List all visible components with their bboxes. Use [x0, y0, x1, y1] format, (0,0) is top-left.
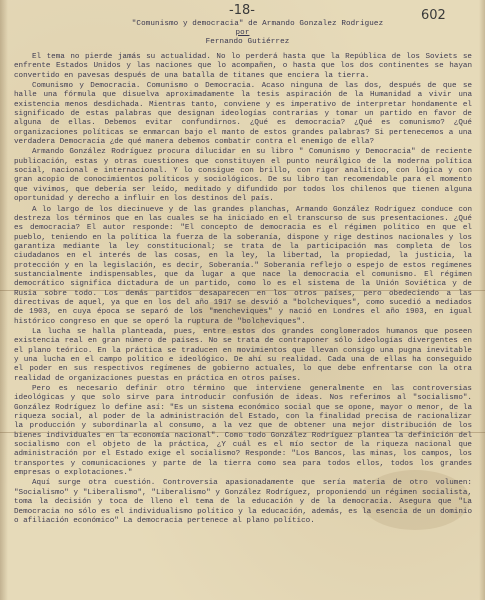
paragraph: Armando González Rodríguez procura dilucidar en su libro " Comunismo y Democracia" de reciente publicación, estas y otras cuestiones que constituyen el punto neurálgico de la moderna política social, nacional e internacional. Y lo consigue con brillo, con rigor analítico, con lógica y con gran acopio de conocimientos políticos y sociológicos. De su libro tan recomendable para el momento que vivimos, que debería ser leído, meditado y difundido por todos los chilenos que tienen alguna oportunidad y derecho a influir en los destinos del país. [14, 148, 472, 204]
byline-connector: por [235, 29, 250, 37]
article-body [14, 53, 472, 526]
handwritten-archive-number: 602 [421, 8, 446, 23]
paper-edge-shadow [0, 0, 8, 600]
paragraph: Comunismo y Democracia. Comunismo o Democracia. Acaso ninguna de las dos, después de que se halle una fórmula que disuelva aproximadamente la tesis aspiración de la Humanidad a vivir una existencia menos desdichada. Mientras tanto, conviene y es imperativo de interpretar hondamente el significado de estas palabras que designan ideologías contrarias y tomar un partido en favor de alguna de ellas. Debemos evitar confundirnos. ¿Qué es democracia? ¿Qué es comunismo? ¿Qué organizaciones políticas se enmarcan bajo el manto de estos grandes palabras? Si pertenecemos a una verdadera Democracia ¿de qué manera debemos combatir contra el enemigo de ella? [14, 82, 472, 147]
paragraph: Pero es necesario definir otro término que interviene generalmente en las controversias ideológicas y que solo sirve para introducir confusión de ideas. Nos referimos al "socialismo". González Rodríguez lo define así: "Es un sistema económico social que se opone, mayor o menor, de la riqueza social, al poder de la administración del Estado, con la finalidad precisa de racionalizar la producción y subordinarla al consumo, a la vez que de obtener una mejor distribución de los bienes individuales en la economía nacional". Como todo González Rodríguez plantea la definición del socialismo con el objeto de la práctica, ¿Y cuál es el mío sector de la riqueza nacional que administración por el Estado exige el socialismo? Responde: "Los Bancos, las minas, los campos, los transportes y comunicaciones y parte de la tierra como sea para todos ellos, todos los grandes empresas o explotaciones." [14, 385, 472, 478]
paragraph: La lucha se halla planteada, pues, entre estos dos grandes conglomerados humanos que poseen existencia real en gran número de países. No se trata de contraponer sólo ideologías divergentes en el plano teórico. En la práctica se traducen en movimientos que llevan consigo una pugna inevitable y una lucha en el campo político e ideológico. De ahí su realidad. Cada una de ellas ha conseguido el poder en sus respectivos regímenes de gobierno actuales, lo que debe enfrentarse con la otra realidad de organizaciones puestas en práctica en otros países. [14, 327, 472, 383]
handwritten-page-number: -18- [229, 3, 255, 18]
article-author: Fernando Gutiérrez [205, 38, 290, 46]
paragraph: El tema no pierde jamás su actualidad. No lo perderá hasta que la República de los Soviets se enfrente Estados Unidos y las naciones que lo acompañen, o hasta que los dos continentes se hayan convertido en pavesas después de una batalla de titanes que enciera la tierra. [14, 53, 472, 80]
paper-edge-shadow [479, 0, 485, 600]
paragraph: Aquí surge otra cuestión. Controversia apasionadamente que sería materia de otro volumen: "Socialismo" y "Liberalismo", "Liberalismo" y González Rodríguez, proponiendo un régimen socialista, toma la decisión y toca de lleno el tema de la educación y de la democracia. Asegura que "La Democracia no sólo es el individualismo político y la educación, además, es la esencia de un dominio o afiliación económico" La democracia pertenece al plano político. [14, 479, 472, 525]
article-title: "Comunismo y democracia" de Armando Gonzalez Rodriguez [131, 20, 384, 28]
paragraph: A lo largo de los diecinueve y de las grandes planchas, Armando González Rodríguez conduce con destreza los términos que en las cuales se ha iniciado en el transcurso de sus presentaciones. ¿Qué es democracia? El autor responde: "El concepto de democracia es el régimen político en que el pueblo, teniendo en la política la fuerza de la soberanía, dispone y rige destinos nacionales y los garantiza mediante la ley constitucional; se trata de la participación mas completa de los ciudadanos en el interés de las cosas, en la ley, la libertad, la propiedad, la justicia, la protección y en la legislación, es decir, Soberanía." Soberanía reflejo o espejo de estos regímenes sustancialmente indispensables, que da lugar a que nace la democracia el comunismo. El régimen democrático significa dictadura de un partido, como lo es el sistema de la Unión Soviética y de Rusia sobre todo. Los demás partidos desaparecen en los otros países, pero obedeciendo a las directivas de aquel, ya que en los del año 1917 se desvió a "bolcheviques", como sucedió a mediados de 1903, en cuya época se separó de los "mencheviques" y nació en Londres el año 1903, en igual histórico congreso en que se operó la ruptura de "bolcheviques". [14, 205, 472, 326]
